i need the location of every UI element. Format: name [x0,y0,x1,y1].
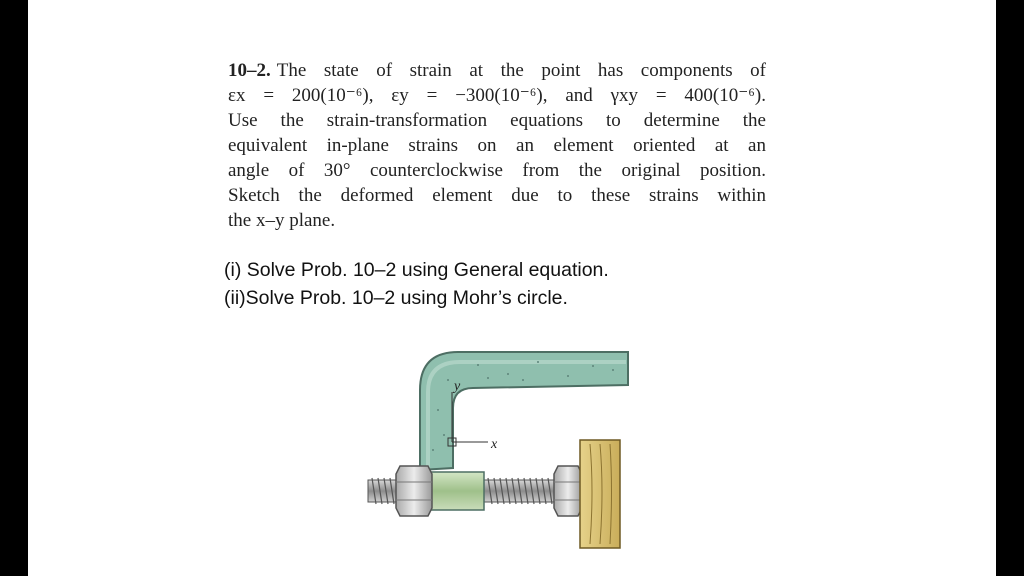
y-axis-label: y [454,379,461,394]
x-axis-label: x [491,437,498,452]
problem-line-5: angle of 30° counterclockwise from the original position. [228,160,766,181]
clamp-figure [328,340,648,560]
task-list [224,256,609,312]
problem-statement [228,58,766,233]
wood-block [580,440,620,548]
problem-line-4: equivalent in-plane strains on an element oriented at an [228,135,766,156]
slide [28,0,996,576]
problem-line-3: Use the strain-transformation equations to determine the [228,110,766,131]
left-nut [396,466,432,516]
problem-line-2: εx = 200(10⁻⁶), εy = −300(10⁻⁶), and γxy = 400(10⁻⁶). [228,85,766,106]
right-nut [554,466,582,516]
task-item-2: (ii)Solve Prob. 10–2 using Mohr’s circle. [224,287,568,309]
problem-number: 10–2. [228,60,271,81]
problem-line-6: Sketch the deformed element due to these strains within [228,185,766,206]
problem-line-7: the x–y plane. [228,210,336,231]
problem-line-1: 10–2. The state of strain at the point has components of [228,60,766,81]
task-item-1: (i) Solve Prob. 10–2 using General equation. [224,259,609,281]
screw-sleeve [430,472,484,510]
